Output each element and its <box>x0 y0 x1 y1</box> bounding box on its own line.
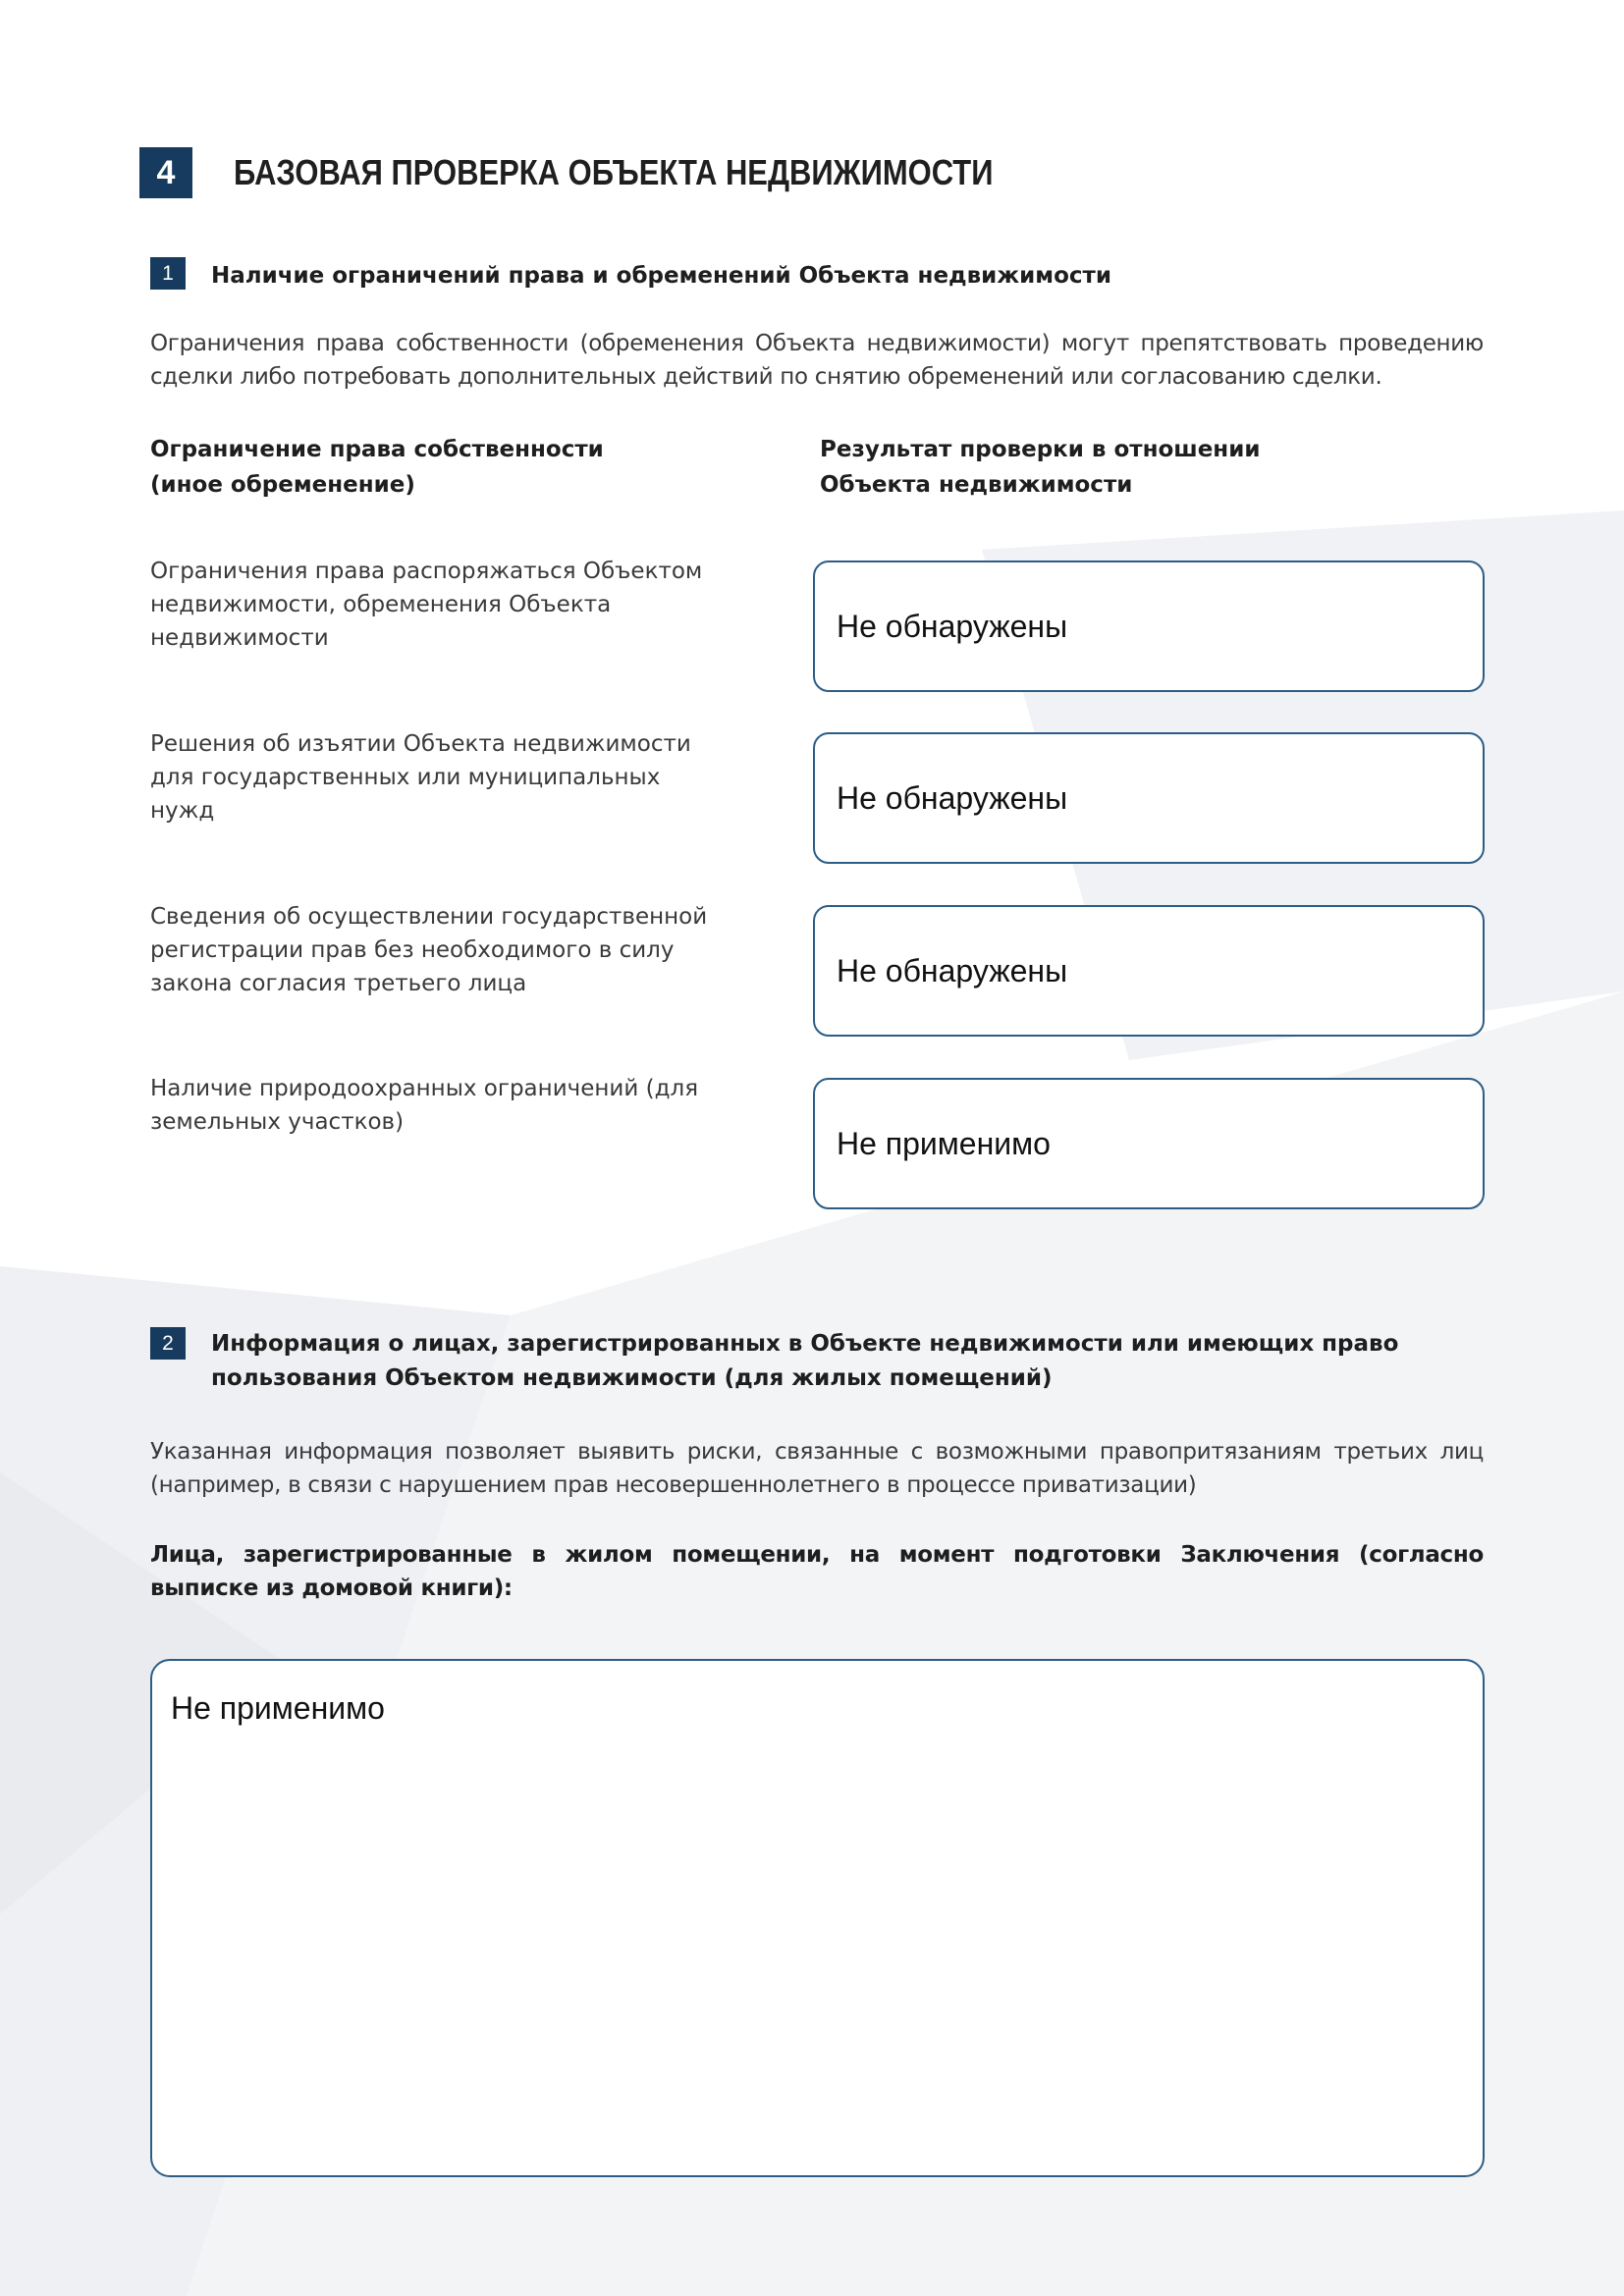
restriction-row-label-1: Ограничения права распоряжаться Объектом недвижимости, обременения Объекта недвижимости <box>150 559 703 651</box>
subsection-1-description: Ограничения права собственности (обременения Объекта недвижимости) могут препятствовать проведению сделки либо потребовать дополнительных действий по снятию обременений или согласованию сделки. <box>150 331 1484 390</box>
section-number-badge: 4 <box>139 147 192 198</box>
subsection-2-badge: 2 <box>150 1327 186 1360</box>
restriction-row-label-2: Решения об изъятии Объекта недвижимости для государственных или муниципальных нужд <box>150 731 691 824</box>
result-value-3: Не обнаружены <box>837 952 1068 988</box>
subsection-1-title: Наличие ограничений права и обременений Объекта недвижимости <box>211 263 1111 289</box>
column-header-result-line1: Результат проверки в отношении <box>820 437 1261 462</box>
result-value-4: Не применимо <box>837 1125 1051 1161</box>
result-box-3 <box>813 905 1485 1037</box>
restriction-row-label-4: Наличие природоохранных ограничений (для земельных участков) <box>150 1076 699 1135</box>
subsection-2-description: Указанная информация позволяет выявить риски, связанные с возможными правопритязаниям третьих лиц (например, в связи с нарушением прав несовершеннолетнего в процессе приватизации) <box>150 1439 1484 1498</box>
column-header-restriction-line1: Ограничение права собственности <box>150 437 604 462</box>
result-box-4 <box>813 1078 1485 1209</box>
result-value-1: Не обнаружены <box>837 608 1068 644</box>
restriction-row-label-3: Сведения об осуществлении государственной регистрации прав без необходимого в силу закона согласия третьего лица <box>150 904 708 996</box>
result-box-1 <box>813 561 1485 692</box>
column-header-restriction-line2: (иное обременение) <box>150 472 415 498</box>
subsection-1-badge: 1 <box>150 257 186 290</box>
registered-persons-box <box>150 1659 1485 2177</box>
result-box-2 <box>813 732 1485 864</box>
column-header-restriction <box>150 432 759 503</box>
column-header-result-line2: Объекта недвижимости <box>820 472 1133 498</box>
registered-persons-value: Не применимо <box>171 1690 385 1726</box>
subsection-2-title: Информация о лицах, зарегистрированных в Объекте недвижимости или имеющих право пользования Объектом недвижимости (для жилых помещений) <box>211 1331 1399 1391</box>
section-title: БАЗОВАЯ ПРОВЕРКА ОБЪЕКТА НЕДВИЖИМОСТИ <box>234 152 994 192</box>
column-header-result <box>820 432 1488 503</box>
registered-persons-label: Лица, зарегистрированные в жилом помещении, на момент подготовки Заключения (согласно выписке из домовой книги): <box>150 1542 1484 1601</box>
result-value-2: Не обнаружены <box>837 779 1068 816</box>
